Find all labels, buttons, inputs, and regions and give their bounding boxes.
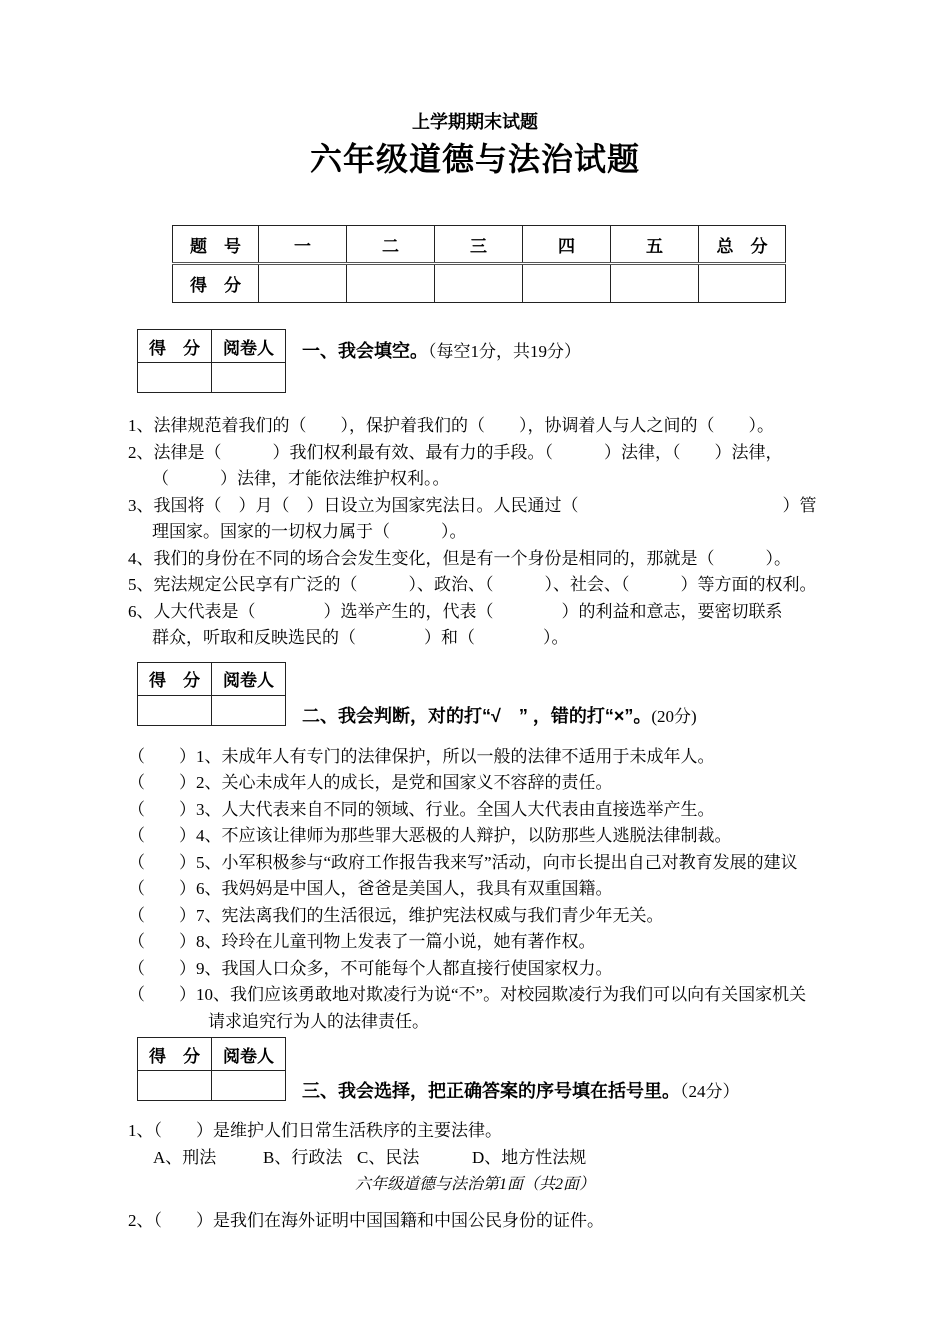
score-cell-empty-4 — [523, 264, 611, 303]
grader-box-2-grader-label: 阅卷人 — [212, 662, 286, 695]
section-3-heading-note: （24分） — [680, 1082, 740, 1101]
choice-option-c: C、民法 — [357, 1148, 420, 1167]
judgment-questions — [128, 744, 950, 1036]
grader-box-2-score-label: 得 分 — [138, 662, 212, 695]
section-2-heading — [302, 662, 697, 728]
judgment-line-3: （ ）3、人大代表来自不同的领域、行业。全国人大代表由直接选举产生。 — [128, 799, 715, 819]
score-table-header-5: 五 — [611, 226, 699, 264]
judgment-line-4: （ ）4、不应该让律师为那些罪大恶极的人辩护，以防那些人逃脱法律制裁。 — [128, 826, 732, 845]
grader-box-3-grader-label: 阅卷人 — [212, 1038, 286, 1071]
section-3-heading-text: 三、我会选择，把正确答案的序号填在括号里。 — [302, 1081, 680, 1101]
grader-box-3-score-label: 得 分 — [138, 1038, 212, 1071]
judgment-line-5: （ ）5、小军积极参与“政府工作报告我来写”活动，向市长提出自己对教育发展的建议 — [128, 852, 798, 872]
judgment-line-10b: 请求追究行为人的法律责任。 — [208, 1011, 429, 1031]
doc-subtitle: 上学期期末试题 — [412, 112, 538, 132]
judgment-line-8: （ ）8、玲玲在儿童刊物上发表了一篇小说，她有著作权。 — [128, 932, 596, 951]
section-2-heading-text: 二、我会判断，对的打“√ ” ，错的打“×”。 — [302, 705, 652, 726]
choice-option-b: B、行政法 — [263, 1148, 343, 1167]
choice-questions — [128, 1117, 950, 1171]
fill-blank-line-2b: （ ）法律，才能依法维护权利。。 — [152, 469, 450, 488]
fill-blank-line-5: 5、宪法规定公民享有广泛的（ ）、政治、（ ）、社会、（ ）等方面的权利。 — [128, 575, 817, 594]
grader-box-1-score-label: 得 分 — [138, 330, 212, 363]
section-2-heading-note: (20分) — [651, 706, 697, 726]
fill-blank-line-2a: 2、法律是（ ）我们权利最有效、最有力的手段。（ ）法律，（ ）法律， — [128, 442, 783, 462]
score-table-header-3: 三 — [435, 226, 523, 264]
score-cell-empty-3 — [435, 264, 523, 303]
fill-blank-line-3b: 理国家。国家的一切权力属于（ ）。 — [152, 522, 467, 541]
score-table-header-label: 题 号 — [173, 226, 259, 264]
choice-question-1-options — [128, 1144, 950, 1171]
choice-question-2: 2、（ ）是我们在海外证明中国国籍和中国公民身份的证件。 — [128, 1211, 604, 1230]
grader-box-3-grader-cell — [212, 1071, 286, 1101]
score-row-label: 得 分 — [173, 264, 259, 303]
grader-box-3-score-cell — [138, 1071, 212, 1101]
judgment-line-9: （ ）9、我国人口众多，不可能每个人都直接行使国家权力。 — [128, 958, 613, 978]
score-cell-empty-5 — [611, 264, 699, 303]
section-3-heading — [302, 1037, 740, 1103]
score-table-header-1: 一 — [259, 226, 347, 264]
page-footer: 六年级道德与法治第1面（共2面） — [354, 1176, 595, 1193]
judgment-line-6: （ ）6、我妈妈是中国人，爸爸是美国人，我具有双重国籍。 — [128, 879, 613, 898]
judgment-line-10a: （ ）10、我们应该勇敢地对欺凌行为说“不”。对校园欺凌行为我们可以向有关国家机关 — [128, 985, 807, 1004]
score-cell-empty-1 — [259, 264, 347, 303]
doc-title: 六年级道德与法治试题 — [309, 141, 640, 177]
fill-blank-line-1: 1、法律规范着我们的（ ），保护着我们的（ ），协调着人与人之间的（ ）。 — [128, 416, 774, 435]
section-1-heading-text: 一、我会填空。 — [302, 341, 428, 361]
score-table-header-total: 总 分 — [699, 226, 786, 264]
score-summary-table — [172, 225, 786, 303]
section-1-header-row — [137, 329, 950, 393]
fill-blank-line-6b: 群众，听取和反映选民的（ ）和（ ）。 — [152, 628, 569, 647]
grader-box-1-score-cell — [138, 363, 212, 393]
score-table-header-4: 四 — [523, 226, 611, 264]
fill-blank-line-4: 4、我们的身份在不同的场合会发生变化，但是有一个身份是相同的，那就是（ ）。 — [128, 548, 791, 568]
score-cell-empty-2 — [347, 264, 435, 303]
choice-option-a: A、刑法 — [153, 1148, 217, 1167]
fill-blank-questions — [128, 413, 950, 652]
score-table-header-2: 二 — [347, 226, 435, 264]
choice-question-1: 1、（ ）是维护人们日常生活秩序的主要法律。 — [128, 1121, 502, 1140]
grader-box-1-grader-label: 阅卷人 — [212, 330, 286, 363]
grader-box-1-grader-cell — [212, 363, 286, 393]
section-1-heading — [302, 329, 581, 363]
judgment-line-1: （ ）1、未成年人有专门的法律保护，所以一般的法律不适用于未成年人。 — [128, 746, 715, 766]
title-block — [0, 0, 950, 179]
choice-option-d: D、地方性法规 — [472, 1148, 587, 1167]
fill-blank-line-3a: 3、我国将（ ）月（ ）日设立为国家宪法日。人民通过（ ）管 — [128, 495, 817, 515]
grader-box-2-score-cell — [138, 695, 212, 725]
judgment-line-2: （ ）2、关心未成年人的成长，是党和国家义不容辞的责任。 — [128, 773, 613, 792]
grader-box-1 — [137, 329, 286, 393]
section-1-heading-note: （每空1分，共19分） — [428, 342, 581, 361]
score-cell-empty-total — [699, 264, 786, 303]
grader-box-3 — [137, 1037, 286, 1101]
fill-blank-line-6a: 6、人大代表是（ ）选举产生的，代表（ ）的利益和意志，要密切联系 — [128, 601, 783, 621]
section-2-header-row — [137, 662, 950, 728]
judgment-line-7: （ ）7、宪法离我们的生活很远，维护宪法权威与我们青少年无关。 — [128, 905, 664, 925]
section-3-header-row — [137, 1037, 950, 1103]
grader-box-2-grader-cell — [212, 695, 286, 725]
grader-box-2 — [137, 662, 286, 726]
